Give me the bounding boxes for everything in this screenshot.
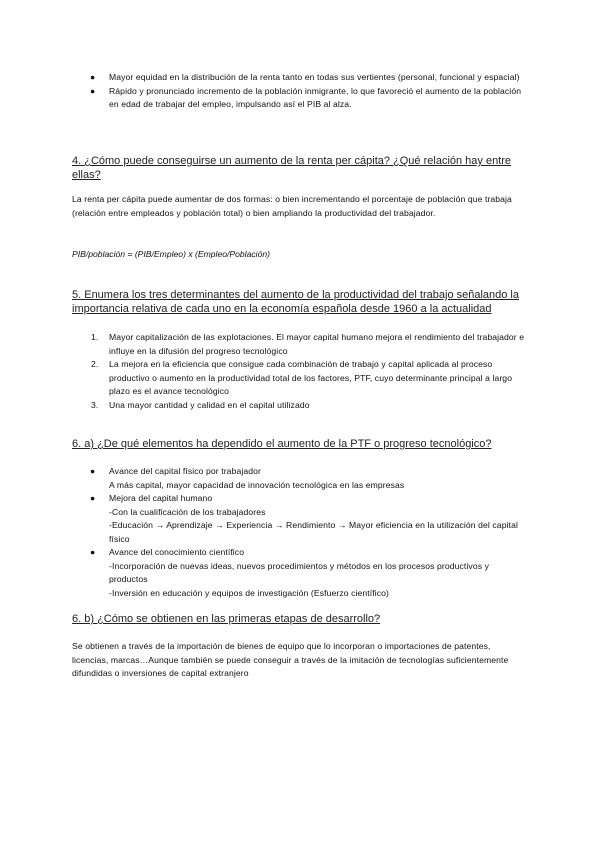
list-item (91, 399, 529, 413)
question-4-answer: La renta per cápita puede aumentar de dos formas: o bien incrementando el porcentaje de población que trabaja (relación entre empleados y población total) o bien ampliando la productividad del trabajador. (72, 194, 512, 218)
list-item-detail: A más capital, mayor capacidad de innovación tecnológica en las empresas (109, 479, 405, 490)
formula-text: PIB/población = (PIB/Empleo) x (Empleo/Población) (72, 249, 270, 259)
question-6a-list (90, 465, 529, 600)
list-item-title: Avance del capital físico por trabajador (109, 466, 261, 476)
list-item-text: Una mayor cantidad y calidad en el capital utilizado (109, 399, 310, 410)
intro-bullet-list (90, 71, 529, 112)
bullet-icon: ● (90, 85, 96, 96)
list-item-detail: -Inversión en educación y equipos de investigación (Esfuerzo científico) (109, 587, 389, 598)
question-6b-answer: Se obtienen a través de la importación de bienes de equipo que lo incorporan o importaciones de patentes, licencias, marcas…Aunque también se puede conseguir a través de la imitación de tecnologías suficientemente difundidas o inversiones de capital extranjero (72, 641, 509, 678)
list-item-title: Avance del conocimiento científico (109, 547, 245, 557)
question-6b-heading: 6. b) ¿Cómo se obtienen en las primeras etapas de desarrollo? (72, 613, 381, 625)
list-item-detail: -Educación → Aprendizaje → Experiencia → Rendimiento → Mayor eficiencia en la utilización del capital físico (109, 520, 518, 544)
list-number: 1. (91, 332, 99, 342)
list-item-detail: -Con la cualificación de los trabajadores (109, 506, 266, 517)
list-item-detail: -Incorporación de nuevas ideas, nuevos procedimientos y métodos en los procesos productivos y productos (109, 560, 489, 584)
list-item (90, 492, 529, 546)
list-item-title: Mejora del capital humano (109, 493, 213, 503)
question-5-list (91, 331, 529, 412)
list-number: 3. (91, 399, 99, 410)
list-item-text: Mayor capitalización de las explotaciones. El mayor capital humano mejora el rendimiento del trabajador e influye en la difusión del progreso tecnológico (109, 332, 525, 356)
list-item (90, 546, 529, 600)
list-item (90, 71, 529, 85)
list-item (90, 85, 529, 112)
list-item-text: Mayor equidad en la distribución de la renta tanto en todas sus vertientes (personal, funcional y espacial) (109, 72, 520, 82)
question-6a-heading: 6. a) ¿De qué elementos ha dependido el aumento de la PTF o progreso tecnológico? (72, 438, 492, 450)
question-5-heading: 5. Enumera los tres determinantes del aumento de la productividad del trabajo señalando la importancia relativa de cada uno en la economía española desde 1960 a la actualidad (72, 289, 519, 315)
bullet-icon: ● (90, 493, 96, 503)
list-item (91, 331, 529, 358)
list-item-text: La mejora en la eficiencia que consigue cada combinación de trabajo y capital aplicada al proceso productivo o aumento en la productividad total de los factores, PTF, cuyo determinante principal a largo plazo es el avance tecnológico (109, 359, 513, 396)
question-4-heading: 4. ¿Cómo puede conseguirse un aumento de la renta per cápita? ¿Qué relación hay entre ellas? (72, 155, 512, 181)
bullet-icon: ● (90, 466, 96, 476)
list-number: 2. (91, 359, 99, 369)
list-item (90, 465, 529, 492)
bullet-icon: ● (90, 72, 96, 82)
bullet-icon: ● (90, 547, 96, 557)
list-item-text: Rápido y pronunciado incremento de la población inmigrante, lo que favoreció el aumento de la población en edad de trabajar del empleo, impulsando así el PIB al alza. (109, 85, 522, 109)
list-item (91, 358, 529, 399)
